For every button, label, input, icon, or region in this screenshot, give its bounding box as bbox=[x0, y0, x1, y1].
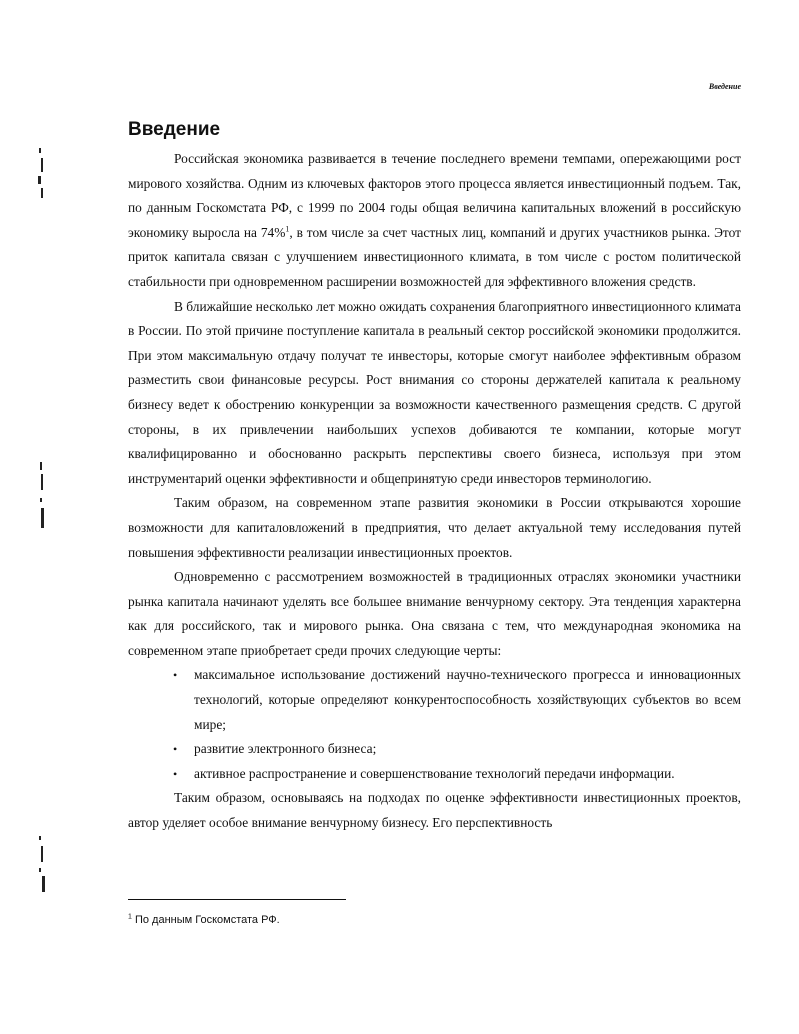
paragraph-4: Одновременно с рассмотрением возможностей в традиционных отраслях экономики участники рынка капитала начинают уделять все большее внимание венчурному сектору. Эта тенденция характерна как для российского, так и мирового рынка. Она связана с тем, что международная экономика на современном этапе приобретает среди прочих следующие черты: bbox=[128, 569, 741, 658]
scan-artifact-bottom bbox=[36, 836, 48, 892]
scan-artifact-top bbox=[36, 148, 48, 198]
paragraph-1 bbox=[128, 147, 741, 295]
footnote-text: По данным Госкомстата РФ. bbox=[134, 914, 280, 926]
document-body bbox=[128, 147, 741, 836]
bullet-list bbox=[128, 663, 741, 786]
paragraph-5: Таким образом, основываясь на подходах по оценке эффективности инвестиционных проектов, автор уделяет особое внимание венчурному бизнесу. Его перспективность bbox=[128, 790, 741, 831]
bullet-icon: • bbox=[173, 766, 178, 781]
footnote bbox=[128, 914, 280, 926]
bullet-icon: • bbox=[173, 742, 178, 757]
bullet-text: максимальное использование достижений научно-технического прогресса и инновационных технологий, которые определяют конкурентоспособность хозяйствующих субъектов во всем мире; bbox=[194, 667, 741, 732]
paragraph-3: Таким образом, на современном этапе развития экономики в России открываются хорошие возможности для капиталовложений в предприятия, что делает актуальной тему исследования путей повышения эффективности реализации инвестиционных проектов. bbox=[128, 495, 741, 560]
bullet-icon: • bbox=[173, 668, 178, 683]
bullet-text: активное распространение и совершенствование технологий передачи информации. bbox=[194, 765, 675, 781]
running-header: Введение bbox=[708, 82, 741, 91]
paragraph-1-continued: , в том числе за счет частных лиц, компаний и других участников рынка. Этот приток капитала связан с улучшением инвестиционного климата, в том числе с ростом политической стабильности при одновременном расширении возможностей для эффективного вложения средств. bbox=[128, 224, 741, 289]
bullet-item bbox=[173, 762, 741, 787]
bullet-text: развитие электронного бизнеса; bbox=[194, 741, 377, 757]
paragraph-2: В ближайшие несколько лет можно ожидать сохранения благоприятного инвестиционного климата в России. По этой причине поступление капитала в реальный сектор российской экономики продолжится. При этом максимальную отдачу получат те инвесторы, которые смогут наиболее эффективным образом разместить свои финансовые ресурсы. Рост внимания со стороны держателей капитала к реальному бизнесу ведет к обострению конкуренции за возможности качественного размещения средств. С другой стороны, в их привлечении наибольших успехов добиваются те компании, которые могут квалифицированно и обоснованно раскрыть перспективы своего бизнеса, используя при этом инструментарий оценки эффективности и общепринятую среди инвесторов терминологию. bbox=[128, 298, 741, 486]
footnote-divider bbox=[128, 899, 346, 900]
bullet-item bbox=[173, 663, 741, 737]
page-title: Введение bbox=[128, 119, 221, 140]
footnote-reference: 1 bbox=[285, 224, 290, 234]
scan-artifact-middle bbox=[36, 462, 48, 532]
paragraph-1-text: Российская экономика развивается в течение последнего времени темпами, опережающими рост мирового хозяйства. Одним из ключевых факторов этого процесса является инвестиционный подъем. Так, по данным Госкомстата РФ, с 1999 по 2004 годы общая величина капитальных вложений в российскую экономику выросла на 74% bbox=[128, 151, 741, 240]
footnote-number: 1 bbox=[128, 913, 132, 921]
bullet-item bbox=[173, 737, 741, 762]
